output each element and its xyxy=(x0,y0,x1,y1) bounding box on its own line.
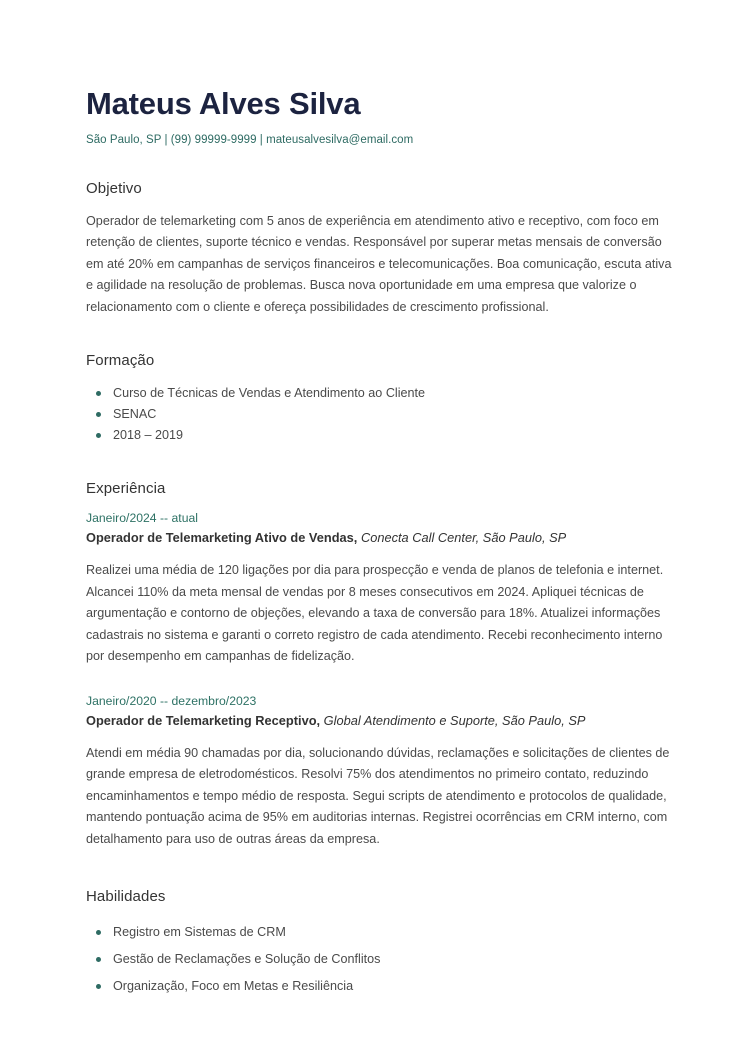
job-description: Atendi em média 90 chamadas por dia, solucionando dúvidas, reclamações e solicitações de clientes de grande empresa de eletrodomésticos. Resolvi 75% dos atendimentos no primeiro contato, reduzindo encaminhamentos e tempo médio de resposta. Segui scripts de atendimento e protocolos de qualidade, mantendo pontuação acima de 95% em auditorias internas. Registrei ocorrências em CRM interno, com detalhamento para uso de outras áreas da empresa. xyxy=(86,745,670,846)
section-experiencia xyxy=(86,480,675,850)
section-formacao xyxy=(86,352,675,446)
bullet-icon xyxy=(96,930,101,935)
section-heading-objetivo: Objetivo xyxy=(86,179,142,197)
job-title xyxy=(86,530,675,545)
job-dates: Janeiro/2020 -- dezembro/2023 xyxy=(86,693,257,708)
bullet-icon xyxy=(96,984,101,989)
formacao-list xyxy=(86,383,675,446)
section-heading-habilidades: Habilidades xyxy=(86,888,166,906)
job-dates: Janeiro/2024 -- atual xyxy=(86,511,198,526)
bullet-icon xyxy=(96,391,101,396)
list-item-label: Curso de Técnicas de Vendas e Atendimento ao Cliente xyxy=(113,386,426,401)
job-role: Operador de Telemarketing Receptivo, xyxy=(86,712,321,728)
list-item-label: Organização, Foco em Metas e Resiliência xyxy=(113,979,354,994)
job-description: Realizei uma média de 120 ligações por dia para prospecção e venda de planos de telefonia e internet. Alcancei 110% da meta mensal de vendas por 8 meses consecutivos em 2024. Apliquei técnicas de argumentação e contorno de objeções, elevando a taxa de conversão para 18%. Atualizei informações cadastrais no sistema e garanti o correto registro de cada atendimento. Recebi reconhecimento interno por desempenho em campanhas de fidelização. xyxy=(86,563,664,664)
contact-line: São Paulo, SP | (99) 99999-9999 | mateusalvesilva@email.com xyxy=(86,133,414,146)
experience-entry xyxy=(86,511,675,668)
list-item-label: 2018 – 2019 xyxy=(113,428,184,443)
bullet-icon xyxy=(96,957,101,962)
list-item xyxy=(86,425,675,446)
list-item-label: Registro em Sistemas de CRM xyxy=(113,925,286,940)
job-company: Global Atendimento e Suporte, São Paulo, SP xyxy=(323,712,586,728)
list-item xyxy=(86,383,675,404)
habilidades-list xyxy=(86,919,675,1000)
section-objetivo xyxy=(86,180,675,319)
section-heading-experiencia: Experiência xyxy=(86,480,166,498)
list-item xyxy=(86,973,675,1000)
list-item xyxy=(86,946,675,973)
list-item-label: SENAC xyxy=(113,407,157,422)
section-heading-formacao: Formação xyxy=(86,352,155,370)
job-title xyxy=(86,713,675,728)
section-habilidades xyxy=(86,888,675,1000)
list-item xyxy=(86,404,675,425)
bullet-icon xyxy=(96,433,101,438)
list-item xyxy=(86,919,675,946)
page-title: Mateus Alves Silva xyxy=(86,86,361,121)
bullet-icon xyxy=(96,412,101,417)
objetivo-text: Operador de telemarketing com 5 anos de experiência em atendimento ativo e receptivo, com foco em retenção de clientes, suporte técnico e vendas. Responsável por superar metas mensais de conversão em até 20% em campanhas de serviços financeiros e telecomunicações. Boa comunicação, escuta ativa e agilidade na resolução de problemas. Busca nova oportunidade em uma empresa que valorize o relacionamento com o cliente e ofereça possibilidades de crescimento profissional. xyxy=(86,213,672,314)
job-role: Operador de Telemarketing Ativo de Vendas, xyxy=(86,530,358,546)
experience-entry xyxy=(86,694,675,851)
list-item-label: Gestão de Reclamações e Solução de Conflitos xyxy=(113,952,381,967)
job-company: Conecta Call Center, São Paulo, SP xyxy=(360,530,567,546)
